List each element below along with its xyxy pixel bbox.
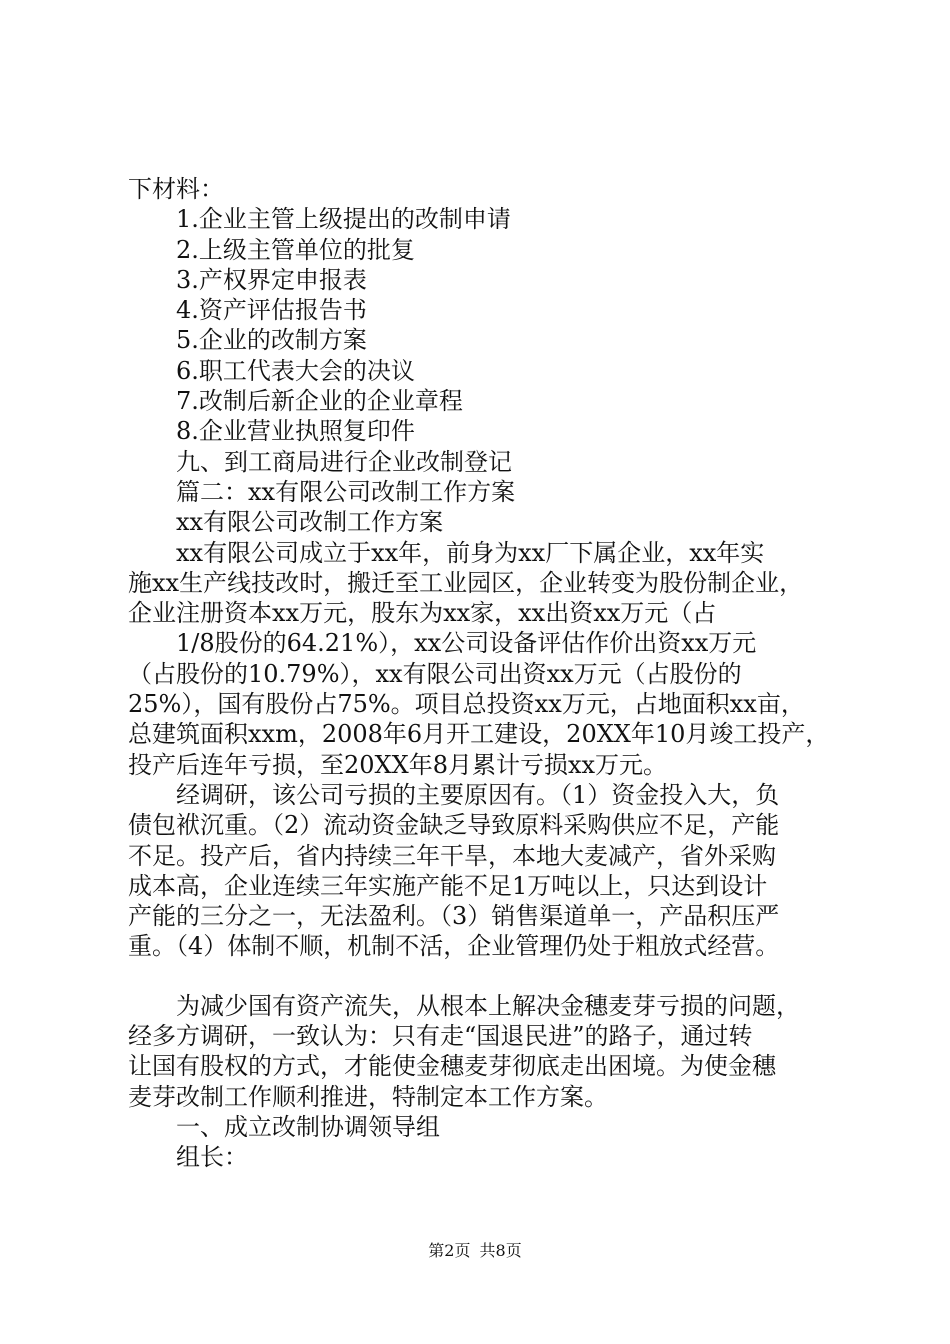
paragraph-line: （占股份的10.79%），xx有限公司出资xx万元（占股份的 [128,659,742,688]
list-item: 6.职工代表大会的决议 [176,356,415,385]
paragraph-line: 投产后连年亏损，至20XX年8月累计亏损xx万元。 [128,750,668,779]
paragraph-line: 总建筑面积xxm，2008年6月开工建设，20XX年10月竣工投产， [128,720,830,749]
list-item: 3.产权界定申报表 [176,265,367,294]
paragraph-line: 产能的三分之一，无法盈利。（3）销售渠道单一，产品积压严 [128,902,780,931]
list-item: 4.资产评估报告书 [176,296,367,325]
list-item: 7.改制后新企业的企业章程 [176,387,463,416]
paragraph-line: 让国有股权的方式，才能使金穗麦芽彻底走出困境。为使金穗 [128,1052,776,1081]
document-title: xx有限公司改制工作方案 [176,508,444,537]
list-item: 1.企业主管上级提出的改制申请 [176,205,511,234]
paragraph-line: 不足。投产后，省内持续三年干旱，本地大麦减产，省外采购 [128,841,776,870]
section-heading: 九、到工商局进行企业改制登记 [176,447,512,476]
paragraph-line: 经多方调研，一致认为：只有走“国退民进”的路子，通过转 [128,1022,753,1051]
paragraph-line: 施xx生产线技改时，搬迁至工业园区，企业转变为股份制企业， [128,568,804,597]
paragraph-line: xx有限公司成立于xx年，前身为xx厂下属企业，xx年实 [176,538,765,567]
list-item: 8.企业营业执照复印件 [176,417,415,446]
paragraph-line: 麦芽改制工作顺利推进，特制定本工作方案。 [128,1082,608,1111]
paragraph-line: 企业注册资本xx万元，股东为xx家，xx出资xx万元（占 [128,599,717,628]
list-item: 5.企业的改制方案 [176,326,367,355]
text-line: 下材料： [128,175,224,203]
chapter-heading: 篇二：xx有限公司改制工作方案 [176,477,516,506]
paragraph-line: 25%），国有股份占75%。项目总投资xx万元，占地面积xx亩， [128,690,805,719]
list-item: 2.上级主管单位的批复 [176,235,415,264]
paragraph-gap [128,962,832,991]
page-number: 第2页 [428,1241,471,1260]
document-body [128,174,832,1173]
paragraph-line: 成本高，企业连续三年实施产能不足1万吨以上，只达到设计 [128,871,768,900]
paragraph-line: 为减少国有资产流失，从根本上解决金穗麦芽亏损的问题， [176,991,800,1020]
text-line: 组长： [176,1143,248,1172]
paragraph-line: 经调研，该公司亏损的主要原因有。（1）资金投入大，负 [176,780,780,809]
paragraph-line: 重。（4）体制不顺，机制不活，企业管理仍处于粗放式经营。 [128,932,780,961]
paragraph-line: 1/8股份的64.21%），xx公司设备评估作价出资xx万元 [176,629,757,658]
paragraph-line: 债包袱沉重。（2）流动资金缺乏导致原料采购供应不足，产能 [128,811,780,840]
section-heading: 一、成立改制协调领导组 [176,1112,440,1141]
page-total: 共8页 [479,1241,522,1260]
page-footer [0,1241,950,1261]
